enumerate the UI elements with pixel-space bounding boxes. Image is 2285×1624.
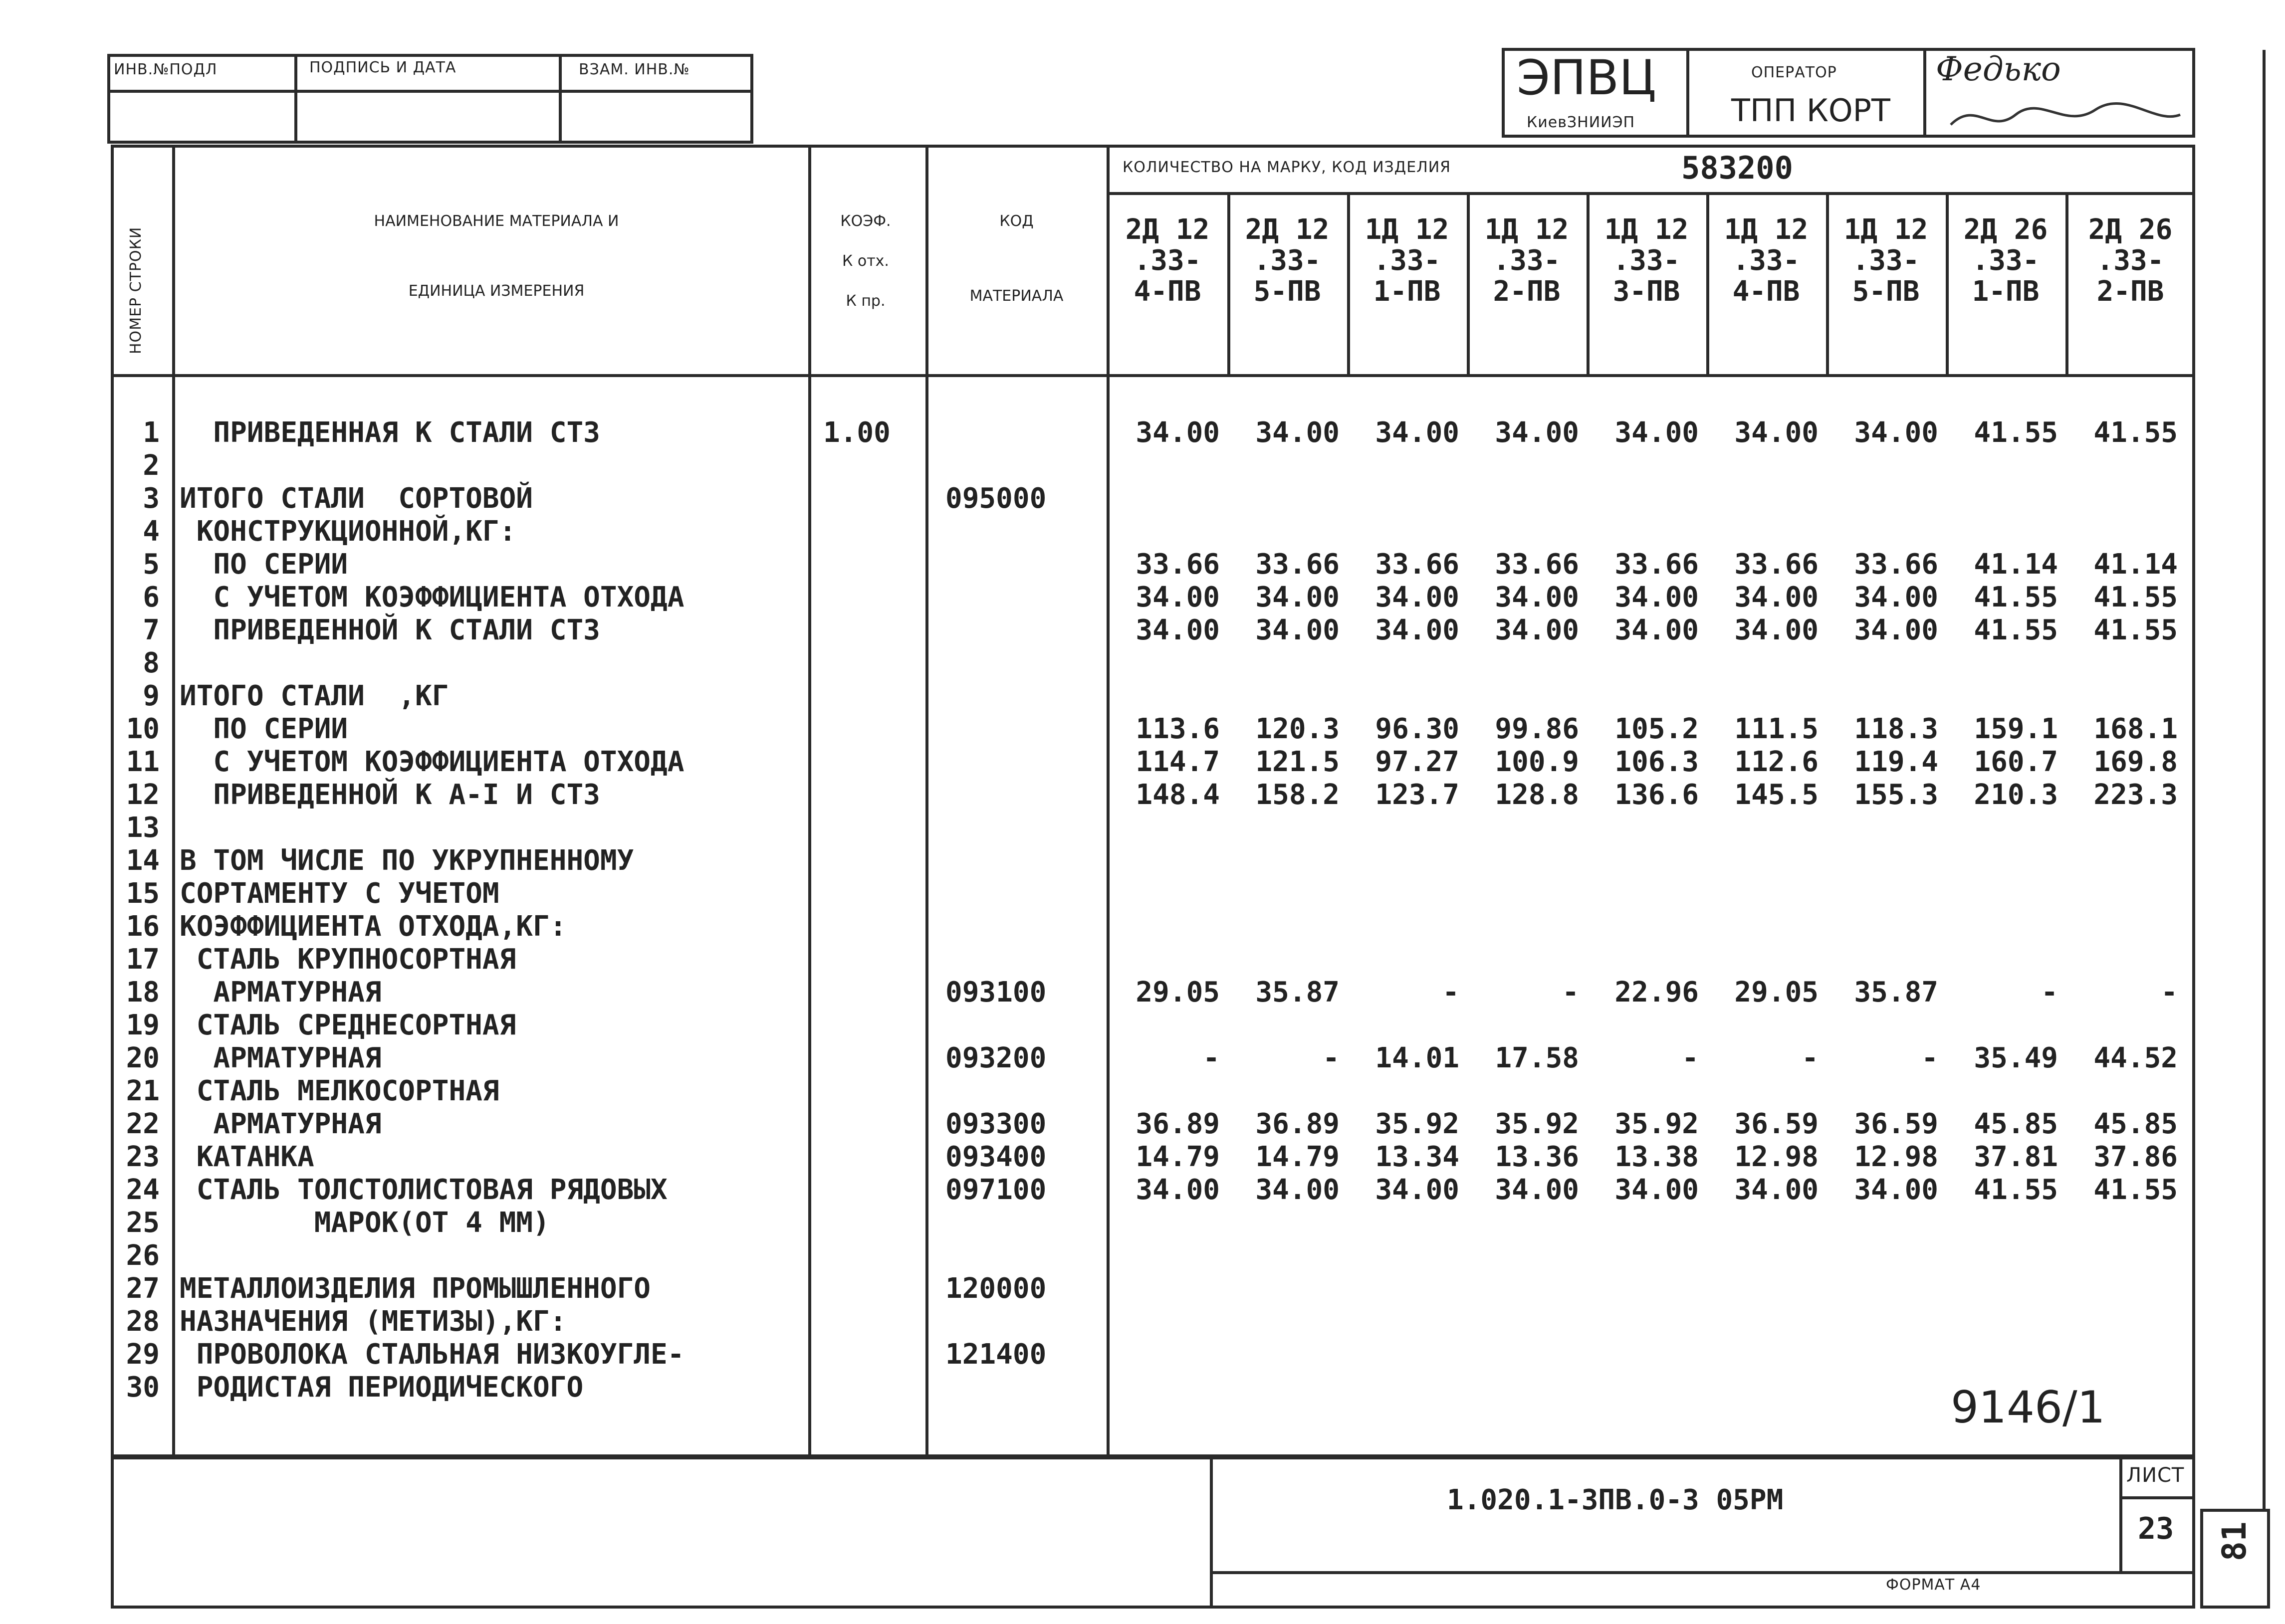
row-number: 20 <box>126 1042 160 1074</box>
sheet-number: 23 <box>2138 1511 2174 1546</box>
row-value: 37.81 <box>1974 1141 2058 1173</box>
handwritten-number: 9146/1 <box>1951 1382 2105 1433</box>
row-value: - <box>2041 976 2058 1009</box>
column-header: 1Д 12 .33- 5-ПВ <box>1843 213 1928 308</box>
row-number: 3 <box>143 482 160 515</box>
row-number: 17 <box>126 943 160 976</box>
row-name: МАРОК(ОТ 4 ММ) <box>180 1207 550 1239</box>
row-name: СТАЛЬ ТОЛСТОЛИСТОВАЯ РЯДОВЫХ <box>180 1174 668 1206</box>
row-value: 34.00 <box>1614 416 1699 449</box>
row-number: 26 <box>126 1239 160 1272</box>
row-value: 100.9 <box>1495 746 1579 778</box>
row-value: 22.96 <box>1614 976 1699 1009</box>
row-value: 36.59 <box>1734 1108 1819 1140</box>
row-value: 106.3 <box>1614 746 1699 778</box>
row-number: 23 <box>126 1141 160 1173</box>
operator-label: ОПЕРАТОР <box>1751 64 1837 81</box>
row-number: 15 <box>126 877 160 910</box>
row-number: 4 <box>143 515 160 548</box>
row-value: 34.00 <box>1255 416 1340 449</box>
row-value: 41.14 <box>1974 548 2058 581</box>
row-value: 105.2 <box>1614 713 1699 745</box>
row-value: 41.55 <box>2093 581 2178 613</box>
row-value: 41.14 <box>2093 548 2178 581</box>
row-name: ИТОГО СТАЛИ СОРТОВОЙ <box>180 482 533 515</box>
row-number: 1 <box>143 416 160 449</box>
row-number: 6 <box>143 581 160 613</box>
row-value: 33.66 <box>1734 548 1819 581</box>
row-value: 148.4 <box>1136 779 1220 811</box>
row-value: 29.05 <box>1734 976 1819 1009</box>
row-value: - <box>1682 1042 1699 1074</box>
row-number: 24 <box>126 1174 160 1206</box>
row-number: 21 <box>126 1075 160 1107</box>
row-value: 34.00 <box>1136 581 1220 613</box>
row-value: 35.92 <box>1375 1108 1459 1140</box>
row-value: 34.00 <box>1255 614 1340 646</box>
row-value: 34.00 <box>1854 1174 1938 1206</box>
row-number: 5 <box>143 548 160 581</box>
side-number: 81 <box>2215 1521 2254 1561</box>
row-name: НАЗНАЧЕНИЯ (МЕТИЗЫ),КГ: <box>180 1305 567 1338</box>
row-value: 45.85 <box>1974 1108 2058 1140</box>
row-name: СТАЛЬ КРУПНОСОРТНАЯ <box>180 943 516 976</box>
row-value: 35.92 <box>1495 1108 1579 1140</box>
row-value: 34.00 <box>1734 581 1819 613</box>
row-value: 33.66 <box>1255 548 1340 581</box>
row-value: 36.89 <box>1136 1108 1220 1140</box>
row-value: 41.55 <box>1974 581 2058 613</box>
row-value: 45.85 <box>2093 1108 2178 1140</box>
header-name-2: ЕДИНИЦА ИЗМЕРЕНИЯ <box>408 282 585 300</box>
row-code: 093300 <box>945 1108 1047 1140</box>
stamp-vzam-label: ВЗАМ. ИНВ.№ <box>579 61 690 78</box>
row-code: 093400 <box>945 1141 1047 1173</box>
row-value: 34.00 <box>1136 1174 1220 1206</box>
row-value: 34.00 <box>1614 1174 1699 1206</box>
row-value: 14.79 <box>1136 1141 1220 1173</box>
column-header: 2Д 26 .33- 1-ПВ <box>1963 213 2048 308</box>
row-number: 25 <box>126 1207 160 1239</box>
row-value: 34.00 <box>1136 416 1220 449</box>
row-value: 34.00 <box>1495 1174 1579 1206</box>
row-value: 33.66 <box>1375 548 1459 581</box>
row-value: 33.66 <box>1854 548 1938 581</box>
row-value: 99.86 <box>1495 713 1579 745</box>
row-value: 168.1 <box>2093 713 2178 745</box>
row-value: - <box>1323 1042 1340 1074</box>
row-number: 11 <box>126 746 160 778</box>
row-value: 114.7 <box>1136 746 1220 778</box>
row-value: 112.6 <box>1734 746 1819 778</box>
header-coef-1: КОЭФ. <box>840 212 891 230</box>
row-value: - <box>2161 976 2178 1009</box>
row-value: 41.55 <box>2093 1174 2178 1206</box>
column-header: 1Д 12 .33- 4-ПВ <box>1724 213 1809 308</box>
column-header: 2Д 12 .33- 4-ПВ <box>1125 213 1210 308</box>
row-value: - <box>1921 1042 1938 1074</box>
row-value: 123.7 <box>1375 779 1459 811</box>
row-value: - <box>1802 1042 1819 1074</box>
header-coef-3: К пр. <box>846 292 886 310</box>
row-number: 12 <box>126 779 160 811</box>
signer-name: Федько <box>1936 50 2061 88</box>
column-header: 1Д 12 .33- 2-ПВ <box>1484 213 1569 308</box>
row-number: 10 <box>126 713 160 745</box>
row-name: СОРТАМЕНТУ С УЧЕТОМ <box>180 877 499 910</box>
header-name-1: НАИМЕНОВАНИЕ МАТЕРИАЛА И <box>374 212 619 230</box>
org-sub: КиевЗНИИЭП <box>1527 114 1635 131</box>
row-name: АРМАТУРНАЯ <box>180 1108 382 1140</box>
column-header: 1Д 12 .33- 1-ПВ <box>1365 213 1449 308</box>
row-number: 30 <box>126 1371 160 1404</box>
row-value: 118.3 <box>1854 713 1938 745</box>
stamp-sign-label: ПОДПИСЬ И ДАТА <box>309 59 457 76</box>
stamp-inv-label: ИНВ.№ПОДЛ <box>114 61 218 78</box>
row-value: 96.30 <box>1375 713 1459 745</box>
row-value: 36.59 <box>1854 1108 1938 1140</box>
row-name: КОЭФФИЦИЕНТА ОТХОДА,КГ: <box>180 910 567 943</box>
row-number: 19 <box>126 1009 160 1041</box>
row-value: 120.3 <box>1255 713 1340 745</box>
row-code: 120000 <box>945 1272 1047 1305</box>
row-number: 7 <box>143 614 160 646</box>
row-value: 33.66 <box>1495 548 1579 581</box>
signature-scribble <box>1946 95 2185 140</box>
row-value: 34.00 <box>1614 614 1699 646</box>
row-value: 35.87 <box>1255 976 1340 1009</box>
row-value: 37.86 <box>2093 1141 2178 1173</box>
row-number: 29 <box>126 1338 160 1371</box>
row-name: СТАЛЬ МЕЛКОСОРТНАЯ <box>180 1075 499 1107</box>
row-code: 093200 <box>945 1042 1047 1074</box>
row-value: 34.00 <box>1854 614 1938 646</box>
row-value: - <box>1442 976 1459 1009</box>
row-value: 136.6 <box>1614 779 1699 811</box>
row-value: 97.27 <box>1375 746 1459 778</box>
row-value: 155.3 <box>1854 779 1938 811</box>
row-name: С УЧЕТОМ КОЭФФИЦИЕНТА ОТХОДА <box>180 746 685 778</box>
row-name: ПРИВЕДЕННОЙ К А-I И СТ3 <box>180 779 600 811</box>
row-name: АРМАТУРНАЯ <box>180 976 382 1009</box>
row-value: - <box>1203 1042 1220 1074</box>
sheet-label: ЛИСТ <box>2126 1464 2185 1487</box>
row-value: 17.58 <box>1495 1042 1579 1074</box>
row-number: 9 <box>143 680 160 712</box>
row-number: 18 <box>126 976 160 1009</box>
header-code-2: МАТЕРИАЛА <box>969 287 1064 305</box>
row-value: 159.1 <box>1974 713 2058 745</box>
row-value: 34.00 <box>1495 416 1579 449</box>
row-value: 34.00 <box>1136 614 1220 646</box>
column-header: 2Д 26 .33- 2-ПВ <box>2088 213 2173 308</box>
row-code: 095000 <box>945 482 1047 515</box>
row-value: 41.55 <box>1974 416 2058 449</box>
header-code-1: КОД <box>999 212 1034 230</box>
row-value: 14.79 <box>1255 1141 1340 1173</box>
row-value: 13.36 <box>1495 1141 1579 1173</box>
row-value: 41.55 <box>2093 416 2178 449</box>
row-number: 2 <box>143 449 160 482</box>
row-value: 34.00 <box>1495 581 1579 613</box>
row-value: 169.8 <box>2093 746 2178 778</box>
row-value: 210.3 <box>1974 779 2058 811</box>
row-value: 34.00 <box>1255 581 1340 613</box>
row-value: 128.8 <box>1495 779 1579 811</box>
row-value: 36.89 <box>1255 1108 1340 1140</box>
row-value: 34.00 <box>1734 1174 1819 1206</box>
row-number: 16 <box>126 910 160 943</box>
format-label: ФОРМАТ А4 <box>1886 1576 1981 1594</box>
row-value: 160.7 <box>1974 746 2058 778</box>
row-name: КАТАНКА <box>180 1141 314 1173</box>
row-number: 22 <box>126 1108 160 1140</box>
row-value: 41.55 <box>2093 614 2178 646</box>
row-value: 145.5 <box>1734 779 1819 811</box>
row-value: 34.00 <box>1375 416 1459 449</box>
row-value: - <box>1562 976 1579 1009</box>
row-value: 41.55 <box>1974 1174 2058 1206</box>
row-value: 12.98 <box>1854 1141 1938 1173</box>
document-code: 1.020.1-3ПВ.0-3 05РМ <box>1447 1484 1784 1516</box>
row-value: 111.5 <box>1734 713 1819 745</box>
row-value: 29.05 <box>1136 976 1220 1009</box>
row-code: 121400 <box>945 1338 1047 1371</box>
qty-title: КОЛИЧЕСТВО НА МАРКУ, КОД ИЗДЕЛИЯ <box>1123 159 1451 176</box>
row-value: 35.92 <box>1614 1108 1699 1140</box>
row-value: 33.66 <box>1614 548 1699 581</box>
row-number: 14 <box>126 844 160 877</box>
row-name: РОДИСТАЯ ПЕРИОДИЧЕСКОГО <box>180 1371 584 1404</box>
row-value: 41.55 <box>1974 614 2058 646</box>
row-name: ИТОГО СТАЛИ ,КГ <box>180 680 449 712</box>
header-row-number: НОМЕР СТРОКИ <box>127 226 145 354</box>
row-value: 34.00 <box>1375 581 1459 613</box>
column-header: 2Д 12 .33- 5-ПВ <box>1245 213 1330 308</box>
row-name: ПРИВЕДЕННОЙ К СТАЛИ СТ3 <box>180 614 600 646</box>
row-value: 34.00 <box>1734 416 1819 449</box>
row-value: 34.00 <box>1854 581 1938 613</box>
row-name: ПРИВЕДЕННАЯ К СТАЛИ СТ3 <box>180 416 600 449</box>
row-value: 33.66 <box>1136 548 1220 581</box>
row-value: 12.98 <box>1734 1141 1819 1173</box>
row-value: 34.00 <box>1734 614 1819 646</box>
org-name: ЭПВЦ <box>1517 50 1656 106</box>
row-value: 34.00 <box>1375 1174 1459 1206</box>
row-value: 34.00 <box>1614 581 1699 613</box>
row-value: 121.5 <box>1255 746 1340 778</box>
row-value: 44.52 <box>2093 1042 2178 1074</box>
row-value: 13.38 <box>1614 1141 1699 1173</box>
title-block <box>111 1456 2195 1609</box>
row-value: 14.01 <box>1375 1042 1459 1074</box>
row-value: 13.34 <box>1375 1141 1459 1173</box>
row-code: 097100 <box>945 1174 1047 1206</box>
dept-name: ТПП КОРТ <box>1731 92 1890 129</box>
row-code: 093100 <box>945 976 1047 1009</box>
row-number: 13 <box>126 812 160 844</box>
product-code: 583200 <box>1681 150 1793 186</box>
row-value: 35.87 <box>1854 976 1938 1009</box>
row-value: 34.00 <box>1495 614 1579 646</box>
row-name: КОНСТРУКЦИОННОЙ,КГ: <box>180 515 516 548</box>
row-name: АРМАТУРНАЯ <box>180 1042 382 1074</box>
row-number: 8 <box>143 647 160 679</box>
row-coef: 1.00 <box>823 416 891 449</box>
row-value: 34.00 <box>1854 416 1938 449</box>
row-name: С УЧЕТОМ КОЭФФИЦИЕНТА ОТХОДА <box>180 581 685 613</box>
row-value: 34.00 <box>1375 614 1459 646</box>
row-name: ПО СЕРИИ <box>180 713 348 745</box>
row-value: 113.6 <box>1136 713 1220 745</box>
row-name: ПО СЕРИИ <box>180 548 348 581</box>
row-name: ПРОВОЛОКА СТАЛЬНАЯ НИЗКОУГЛЕ- <box>180 1338 685 1371</box>
row-name: В ТОМ ЧИСЛЕ ПО УКРУПНЕННОМУ <box>180 844 634 877</box>
row-value: 34.00 <box>1255 1174 1340 1206</box>
row-number: 28 <box>126 1305 160 1338</box>
row-value: 158.2 <box>1255 779 1340 811</box>
row-value: 223.3 <box>2093 779 2178 811</box>
header-coef-2: К отх. <box>842 252 889 270</box>
row-value: 35.49 <box>1974 1042 2058 1074</box>
row-name: СТАЛЬ СРЕДНЕСОРТНАЯ <box>180 1009 516 1041</box>
row-value: 119.4 <box>1854 746 1938 778</box>
row-number: 27 <box>126 1272 160 1305</box>
column-header: 1Д 12 .33- 3-ПВ <box>1604 213 1689 308</box>
row-name: МЕТАЛЛОИЗДЕЛИЯ ПРОМЫШЛЕННОГО <box>180 1272 651 1305</box>
